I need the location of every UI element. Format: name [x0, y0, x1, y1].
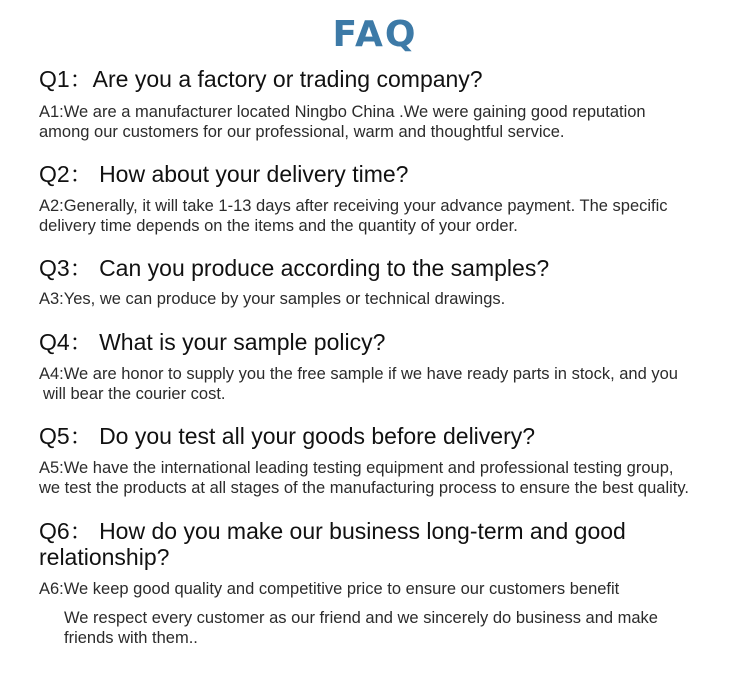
page-title: FAQ	[332, 14, 418, 55]
answer-6-line-1: A6:We keep good quality and competitive price to ensure our customers benefit	[39, 580, 620, 598]
answer-5-line-1: A5:We have the international leading testing equipment and professional testing group,	[39, 459, 674, 477]
answer-6	[39, 579, 739, 599]
question-5: Q5： Do you test all your goods before delivery?	[39, 423, 536, 449]
answer-1	[39, 102, 739, 142]
question-6-line-1: Q6： How do you make our business long-term and good	[39, 518, 626, 544]
question-3: Q3： Can you produce according to the samples?	[39, 255, 550, 281]
answer-6-extra-line-1: We respect every customer as our friend and we sincerely do business and make	[64, 609, 658, 627]
answer-4-line-1: A4:We are honor to supply you the free sample if we have ready parts in stock, and you	[39, 365, 678, 383]
question-1: Q1：Are you a factory or trading company?	[39, 66, 483, 92]
answer-5	[39, 458, 739, 498]
question-2: Q2： How about your delivery time?	[39, 161, 409, 187]
question-4: Q4： What is your sample policy?	[39, 329, 386, 355]
question-6-line-2: relationship?	[39, 544, 170, 570]
answer-1-line-1: A1:We are a manufacturer located Ningbo China .We were gaining good reputation	[39, 103, 646, 121]
answer-2-line-2: delivery time depends on the items and the quantity of your order.	[39, 217, 518, 235]
answer-3-line-1: A3:Yes, we can produce by your samples or technical drawings.	[39, 290, 506, 308]
answer-4	[39, 364, 739, 404]
answer-6-extra-line-2: friends with them..	[64, 629, 198, 647]
answer-1-line-2: among our customers for our professional, warm and thoughtful service.	[39, 123, 565, 141]
answer-3	[39, 289, 739, 309]
question-6	[39, 518, 729, 570]
answer-2-line-1: A2:Generally, it will take 1-13 days after receiving your advance payment. The specific	[39, 197, 668, 215]
answer-6-extra	[64, 608, 724, 648]
answer-2	[39, 196, 739, 236]
answer-5-line-2: we test the products at all stages of the manufacturing process to ensure the best quality.	[39, 479, 689, 497]
answer-4-line-2: will bear the courier cost.	[43, 385, 226, 403]
